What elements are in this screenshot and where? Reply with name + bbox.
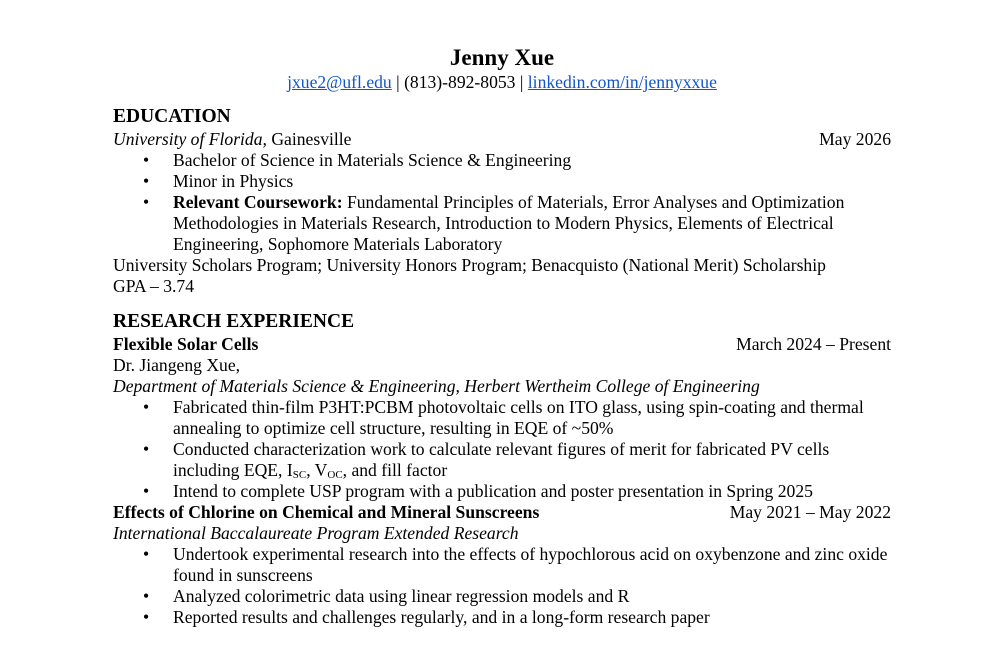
project-bullet-mid: , V (306, 460, 328, 480)
contact-line (113, 72, 891, 93)
coursework-text: Fundamental Principles of Materials, Error Analyses and Optimization Methodologies in Materials Research, Introduction to Modern Physics, Elements of Electrical Engineering, Sophomore Materials Laboratory (173, 192, 845, 254)
project-date: March 2024 – Present (736, 334, 891, 354)
project-department: Department of Materials Science & Engineering, Herbert Wertheim College of Engineering (113, 376, 760, 396)
bullet-glyph: • (143, 150, 150, 170)
contact-separator: | (515, 72, 528, 92)
school-location: Gainesville (266, 129, 352, 149)
list-item (113, 150, 891, 171)
bullet-glyph: • (143, 439, 150, 459)
list-item (113, 439, 891, 481)
project-program: International Baccalaureate Program Extended Research (113, 523, 519, 543)
resume-page (113, 43, 891, 628)
coursework-label: Relevant Coursework: (173, 192, 343, 212)
project-bullets (113, 544, 891, 628)
honors-line: University Scholars Program; University Honors Program; Benacquisto (National Merit) Scholarship (113, 255, 826, 275)
resume-name: Jenny Xue (449, 45, 555, 70)
linkedin-link[interactable]: linkedin.com/in/jennyxxue (527, 72, 717, 92)
bullet-glyph: • (143, 586, 150, 606)
education-school-row (113, 129, 891, 150)
project-bullets (113, 397, 891, 502)
project-bullet: Reported results and challenges regularly, and in a long-form research paper (173, 607, 710, 627)
project-title: Effects of Chlorine on Chemical and Mineral Sunscreens (113, 502, 540, 522)
bullet-glyph: • (143, 397, 150, 417)
bullet-glyph: • (143, 607, 150, 627)
project-bullet: Undertook experimental research into the effects of hypochlorous acid on oxybenzone and zinc oxide found in sunscreens (173, 544, 888, 585)
project-title: Flexible Solar Cells (113, 334, 259, 354)
project-bullet: Fabricated thin-film P3HT:PCBM photovoltaic cells on ITO glass, using spin-coating and thermal annealing to optimize cell structure, resulting in EQE of ~50% (173, 397, 864, 438)
education-date: May 2026 (819, 129, 891, 149)
project-advisor: Dr. Jiangeng Xue, (113, 355, 241, 375)
list-item (113, 171, 891, 192)
contact-separator: | (391, 72, 405, 92)
bullet-glyph: • (143, 544, 150, 564)
list-item (113, 586, 891, 607)
list-item (113, 481, 891, 502)
project-bullet-post: , and fill factor (342, 460, 448, 480)
list-item (113, 544, 891, 586)
education-bullets (113, 150, 891, 255)
email-link[interactable]: jxue2@ufl.edu (287, 72, 392, 92)
bullet-glyph: • (143, 192, 150, 212)
project-bullet-pre: Conducted characterization work to calculate relevant figures of merit for fabricated PV cells including EQE, I (173, 439, 830, 480)
minor: Minor in Physics (173, 171, 294, 191)
education-heading: EDUCATION (113, 106, 231, 127)
bullet-glyph: • (143, 171, 150, 191)
gpa-line: GPA – 3.74 (113, 276, 194, 296)
project-title-row (113, 334, 891, 355)
list-item (113, 192, 891, 255)
project-title-row (113, 502, 891, 523)
school-line (113, 129, 351, 150)
research-heading: RESEARCH EXPERIENCE (113, 311, 355, 332)
subscript-oc: OC (327, 469, 343, 481)
degree: Bachelor of Science in Materials Science & Engineering (173, 150, 572, 170)
project-date: May 2021 – May 2022 (729, 502, 891, 522)
school-name: University of Florida, (113, 129, 267, 149)
subscript-sc: SC (292, 469, 307, 481)
bullet-glyph: • (143, 481, 150, 501)
project-bullet: Intend to complete USP program with a publication and poster presentation in Spring 2025 (173, 481, 813, 501)
phone-number: (813)-892-8053 (404, 72, 516, 92)
project-bullet: Analyzed colorimetric data using linear regression models and R (173, 586, 630, 606)
list-item (113, 607, 891, 628)
list-item (113, 397, 891, 439)
